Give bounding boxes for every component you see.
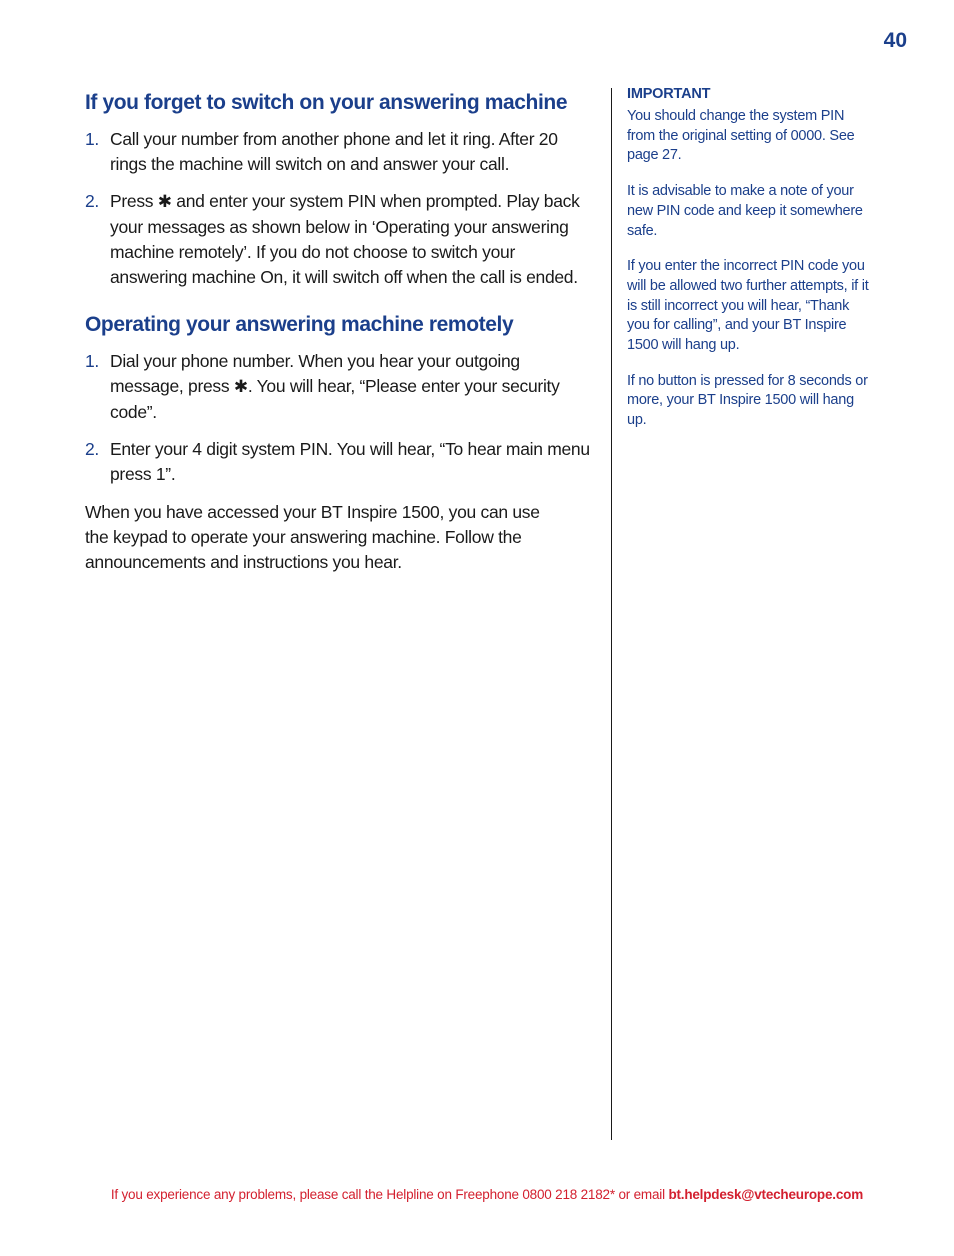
list-item <box>85 127 595 177</box>
list-item <box>85 349 595 425</box>
step-text-after-star: and enter your system PIN when prompted. Play back your messages as shown below in ‘Operating your answering machine remotely’. If you do not choose to switch your answering machine On, it will switch off when the call is ended. <box>110 191 580 287</box>
step-text-after-star: . You will hear, “Please enter your security code”. <box>110 376 560 422</box>
list-item <box>85 437 595 487</box>
forget-switch-on-steps <box>85 127 595 290</box>
sidebar-paragraph: If no button is pressed for 8 seconds or more, your BT Inspire 1500 will hang up. <box>627 372 868 429</box>
main-column <box>85 88 595 575</box>
step-text: Enter your 4 digit system PIN. You will hear, “To hear main menu press 1”. <box>110 439 590 484</box>
page-number: 40 <box>883 29 907 52</box>
helpline-footer <box>0 1187 863 1202</box>
closing-paragraph: When you have accessed your BT Inspire 1500, you can use the keypad to operate your answering machine. Follow the announcements and instructions you hear. <box>85 502 540 572</box>
list-item <box>85 189 595 290</box>
section-heading-operating-remotely: Operating your answering machine remotely <box>85 313 514 336</box>
step-number: 1. <box>85 351 99 371</box>
step-text-before-star: Press <box>110 191 158 211</box>
footer-text: If you experience any problems, please call the Helpline on Freephone 0800 218 2182* or email <box>110 1187 669 1202</box>
step-number: 2. <box>85 439 99 459</box>
sidebar-paragraph: If you enter the incorrect PIN code you will be allowed two further attempts, if it is still incorrect you will hear, “Thank you for calling”, and your BT Inspire 1500 will hang up. <box>627 258 869 354</box>
sidebar-title: IMPORTANT <box>627 86 711 102</box>
step-number: 1. <box>85 129 99 149</box>
step-number: 2. <box>85 191 99 211</box>
star-key-icon: ✱ <box>157 192 172 212</box>
star-key-icon: ✱ <box>233 377 248 397</box>
column-divider <box>611 88 612 1140</box>
section-heading-forget-switch-on: If you forget to switch on your answering machine <box>85 91 568 114</box>
helpdesk-email-link[interactable]: bt.helpdesk@vtecheurope.com <box>668 1187 863 1202</box>
operating-remotely-steps <box>85 349 595 487</box>
sidebar-paragraph: It is advisable to make a note of your new PIN code and keep it somewhere safe. <box>627 183 863 239</box>
sidebar-paragraph: You should change the system PIN from the original setting of 0000. See page 27. <box>627 108 855 164</box>
step-text: Call your number from another phone and let it ring. After 20 rings the machine will switch on and answer your call. <box>110 129 558 174</box>
step-text-before-star: Dial your phone number. When you hear your outgoing message, press <box>110 351 520 396</box>
sidebar-important <box>627 84 872 447</box>
